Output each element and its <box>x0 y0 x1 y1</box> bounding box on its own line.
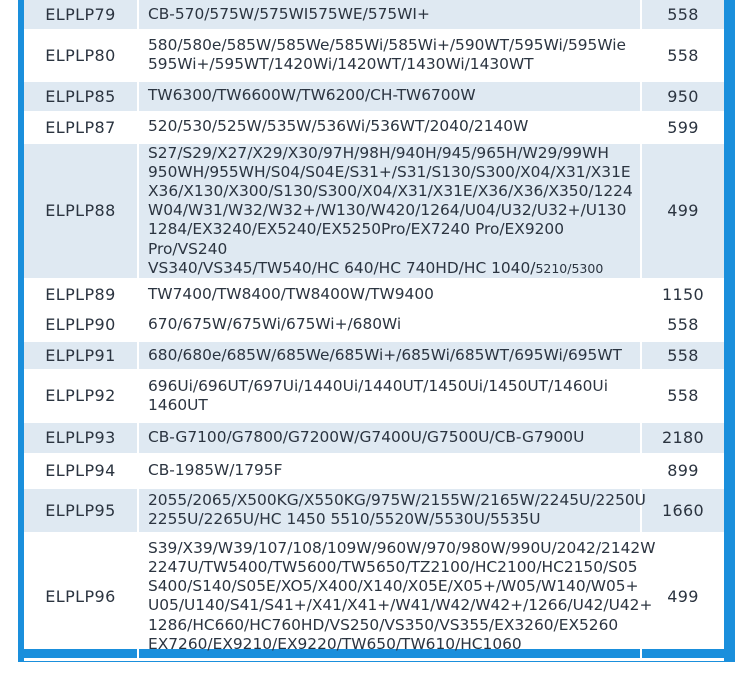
lamp-model: ELPLP92 <box>24 370 138 421</box>
price: 599 <box>641 112 724 142</box>
lamp-model: ELPLP91 <box>24 340 138 370</box>
price: 2180 <box>641 421 724 454</box>
compatible-models: CB-G7100/G7800/G7200W/G7400U/G7500U/CB-G7900U <box>138 421 641 454</box>
table-row <box>24 421 724 454</box>
compatible-models: TW7400/TW8400/TW8400W/TW9400 <box>138 279 641 309</box>
compatible-models: 580/580e/585W/585We/585Wi/585Wi+/590WT/595Wi/595Wie 595Wi+/595WT/1420Wi/1420WT/1430Wi/1430WT <box>138 30 641 80</box>
lamp-model: ELPLP85 <box>24 80 138 112</box>
lamp-compatibility-table <box>24 0 724 661</box>
table-row <box>24 279 724 309</box>
compatible-models <box>138 142 641 279</box>
compatible-models: CB-570/575W/575WI575WE/575WI+ <box>138 0 641 30</box>
price: 558 <box>641 0 724 30</box>
table-row <box>24 340 724 370</box>
compatible-models: CB-1985W/1795F <box>138 454 641 487</box>
compatible-models: 680/680e/685W/685We/685Wi+/685Wi/685WT/695Wi/695WT <box>138 340 641 370</box>
compatible-models: TW6300/TW6600W/TW6200/CH-TW6700W <box>138 80 641 112</box>
table-row <box>24 112 724 142</box>
lamp-model: ELPLP89 <box>24 279 138 309</box>
table-row <box>24 487 724 533</box>
lamp-model: ELPLP79 <box>24 0 138 30</box>
lamp-model: ELPLP94 <box>24 454 138 487</box>
table-row <box>24 142 724 279</box>
compatible-models: 520/530/525W/535W/536Wi/536WT/2040/2140W <box>138 112 641 142</box>
compatible-models-text: S27/S29/X27/X29/X30/97H/98H/940H/945/965H/W29/99WH 950WH/955WH/S04/S04E/S31+/S31/S130/S300/X04/X31/X31E X36/X130/X300/S130/S300/X04/X31/X31E/X36/X36/X350/1224 W04/W31/W32/W32+/W130/W420/1264/U04/U32/U32+/U130 1284/EX3240/EX5240/EX5250Pro/EX7240 Pro/EX9200 Pro/VS240 VS340/VS345/TW540/HC 640/HC 740HD/HC 1040/ <box>148 143 633 277</box>
lamp-model: ELPLP95 <box>24 487 138 533</box>
lamp-model: ELPLP87 <box>24 112 138 142</box>
price: 558 <box>641 340 724 370</box>
table-row <box>24 309 724 340</box>
price: 899 <box>641 454 724 487</box>
price: 499 <box>641 142 724 279</box>
price: 1150 <box>641 279 724 309</box>
price: 950 <box>641 80 724 112</box>
table-row <box>24 370 724 421</box>
table-row <box>24 454 724 487</box>
compatible-models: 670/675W/675Wi/675Wi+/680Wi <box>138 309 641 340</box>
lamp-model: ELPLP88 <box>24 142 138 279</box>
lamp-model: ELPLP96 <box>24 533 138 659</box>
compatible-models-small-text: 5210/5300 <box>535 260 604 276</box>
price: 558 <box>641 370 724 421</box>
price: 1660 <box>641 487 724 533</box>
table-row <box>24 30 724 80</box>
compatible-models: S39/X39/W39/107/108/109W/960W/970/980W/990U/2042/2142W 2247U/TW5400/TW5600/TW5650/TZ2100/HC2100/HC2150/S05 S400/S140/S05E/XO5/X400/X140/X05E/X05+/W05/W140/W05+ U05/U140/S41/S41+/X41/X41+/W41/W42/W42+/1266/U42/U42+ 1286/HC660/HC760HD/VS250/VS350/VS355/EX3260/EX5260 EX7260/EX9210/EX9220/TW650/TW610/HC1060 <box>138 533 641 659</box>
lamp-model: ELPLP80 <box>24 30 138 80</box>
table-row <box>24 533 724 659</box>
compatible-models: 696Ui/696UT/697Ui/1440Ui/1440UT/1450Ui/1450UT/1460Ui 1460UT <box>138 370 641 421</box>
table-row <box>24 80 724 112</box>
lamp-model: ELPLP93 <box>24 421 138 454</box>
price: 499 <box>641 533 724 659</box>
lamp-model: ELPLP90 <box>24 309 138 340</box>
price: 558 <box>641 30 724 80</box>
table-row <box>24 0 724 30</box>
compatible-models: 2055/2065/X500KG/X550KG/975W/2155W/2165W/2245U/2250U 2255U/2265U/HC 1450 5510/5520W/5530U/5535U <box>138 487 641 533</box>
price: 558 <box>641 309 724 340</box>
